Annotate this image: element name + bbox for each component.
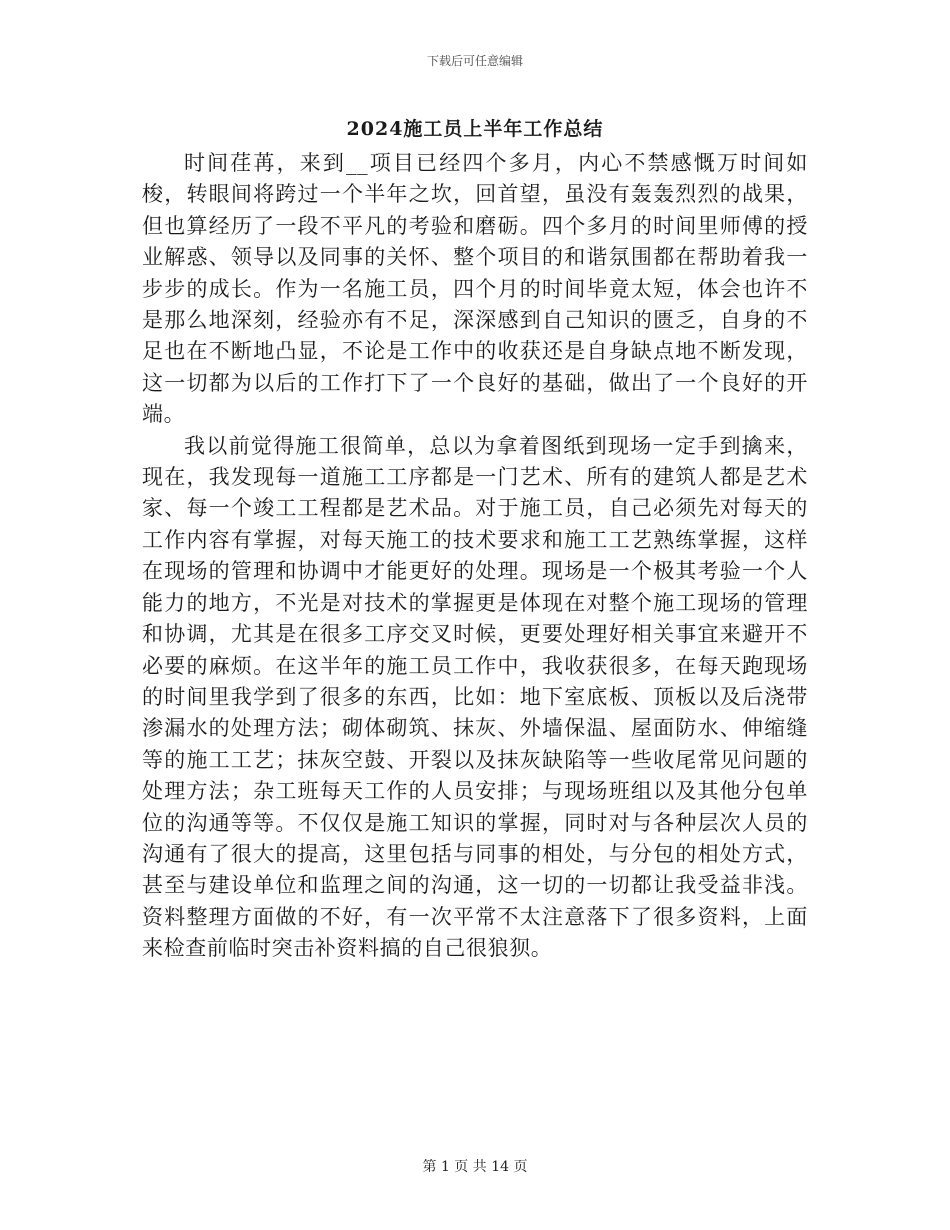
header-note: 下载后可任意编辑 — [426, 54, 523, 68]
document-title: 2024施工员上半年工作总结 — [346, 118, 604, 140]
paragraph-2: 我以前觉得施工很简单，总以为拿着图纸到现场一定手到擒来，现在，我发现每一道施工工序都是一门艺术、所有的建筑人都是艺术家、每一个竣工工程都是艺术品。对于施工员，自己必须先对每天的工作内容有掌握，对每天施工的技术要求和施工工艺熟练掌握，这样在现场的管理和协调中才能更好的处理。现场是一个极其考验一个人能力的地方，不光是对技术的掌握更是体现在对整个施工现场的管理和协调，尤其是在很多工序交叉时候，更要处理好相关事宜来避开不必要的麻烦。在这半年的施工员工作中，我收获很多，在每天跑现场的时间里我学到了很多的东西，比如：地下室底板、顶板以及后浇带渗漏水的处理方法；砌体砌筑、抹灰、外墙保温、屋面防水、伸缩缝等的施工工艺；抹灰空鼓、开裂以及抹灰缺陷等一些收尾常见问题的处理方法；杂工班每天工作的人员安排；与现场班组以及其他分包单位的沟通等等。不仅仅是施工知识的掌握，同时对与各种层次人员的沟通有了很大的提高，这里包括与同事的相处，与分包的相处方式，甚至与建设单位和监理之间的沟通，这一切的一切都让我受益非浅。资料整理方面做的不好，有一次平常不太注意落下了很多资料，上面来检查前临时突击补资料搞的自己很狼狈。 — [142, 433, 808, 961]
paragraph-1: 时间荏苒，来到__项目已经四个多月，内心不禁感慨万时间如梭，转眼间将跨过一个半年之坎，回首望，虽没有轰轰烈烈的战果，但也算经历了一段不平凡的考验和磨砺。四个多月的时间里师傅的授业解惑、领导以及同事的关怀、整个项目的和谐氛围都在帮助着我一步步的成长。作为一名施工员，四个月的时间毕竟太短，体会也许不是那么地深刻，经验亦有不足，深深感到自己知识的匮乏，自身的不足也在不断地凸显，不论是工作中的收获还是自身缺点地不断发现，这一切都为以后的工作打下了一个良好的基础，做出了一个良好的开端。 — [142, 151, 808, 427]
document-body — [142, 148, 808, 965]
page-number-footer: 第 1 页 共 14 页 — [422, 1159, 528, 1175]
